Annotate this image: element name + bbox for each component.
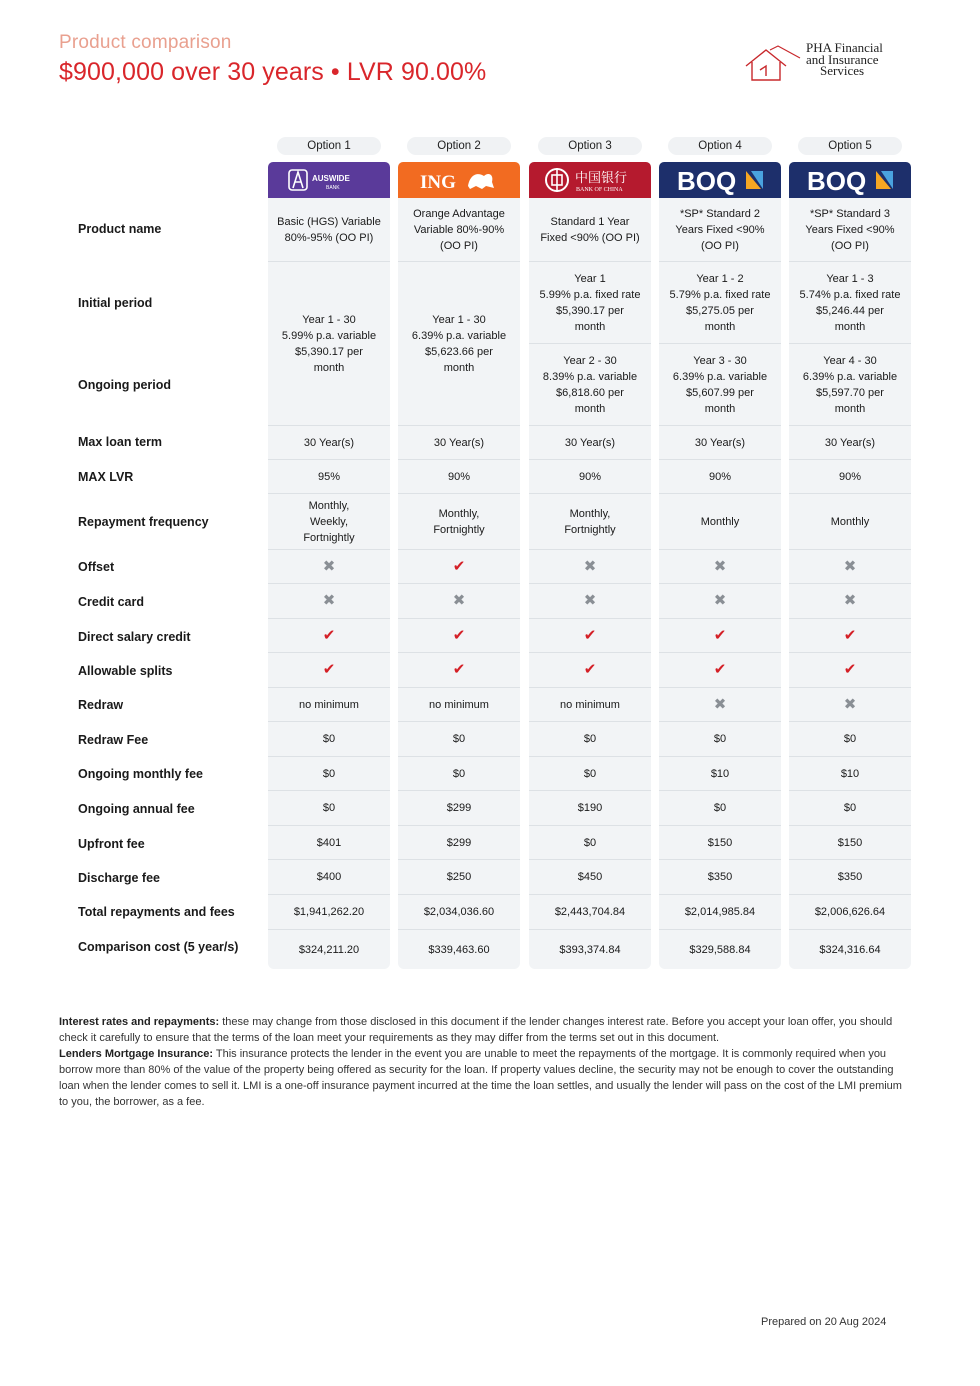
total-repayments-cell: [398, 895, 520, 930]
logo-text: BOQ: [677, 166, 737, 196]
option-body: [529, 198, 651, 969]
comparison-cost-value: $324,316.64: [819, 943, 881, 956]
label-offset: Offset: [78, 560, 115, 574]
disclaimer-notes: [59, 1014, 909, 1110]
label-discharge-fee: Discharge fee: [78, 871, 160, 885]
allowable-splits-cell: [789, 653, 911, 688]
credit-card-cell: [268, 584, 390, 619]
check-icon: ✔: [713, 661, 727, 678]
lender-logo: [268, 162, 390, 198]
comparison-cost-cell: [529, 930, 651, 969]
initial-period-cell: [529, 262, 651, 344]
max-lvr-value: 90%: [838, 470, 862, 483]
ongoing-monthly-fee-value: $10: [840, 767, 860, 780]
initial-period-line: month: [704, 320, 736, 333]
redraw-cell: [789, 688, 911, 722]
max-lvr-value: 90%: [578, 470, 602, 483]
discharge-fee-cell: [659, 860, 781, 895]
ongoing-monthly-fee-cell: [789, 757, 911, 791]
discharge-fee-value: $400: [316, 871, 342, 883]
ongoing-annual-fee-value: $299: [446, 802, 472, 814]
comparison-cost-value: $329,588.84: [689, 943, 751, 956]
repayment-frequency-value: Monthly, Fortnightly: [564, 507, 616, 536]
check-icon: ✔: [713, 626, 727, 644]
discharge-fee-value: $350: [837, 871, 863, 883]
option-label: Option 3: [538, 137, 642, 155]
initial-period-cell: [268, 262, 390, 426]
total-repayments-cell: [659, 895, 781, 930]
option-label: Option 5: [798, 137, 902, 155]
ongoing-period-line: month: [574, 402, 606, 415]
max-loan-term-value: 30 Year(s): [564, 436, 616, 449]
repayment-frequency-value: Monthly: [700, 515, 740, 528]
total-repayments-cell: [789, 895, 911, 930]
max-loan-term-value: 30 Year(s): [824, 436, 876, 449]
brand-logo: [744, 40, 924, 82]
ongoing-annual-fee-value: $190: [577, 802, 603, 814]
total-repayments-value: $1,941,262.20: [293, 906, 365, 918]
lender-logo: [789, 162, 911, 198]
ongoing-period-line: 8.39% p.a. variable: [542, 370, 638, 383]
redraw-fee-cell: [789, 722, 911, 757]
total-repayments-value: $2,034,036.60: [423, 906, 495, 918]
brand-name: [806, 42, 883, 77]
cross-icon: ✖: [713, 695, 727, 713]
total-repayments-value: $2,006,626.64: [814, 906, 886, 918]
initial-period-line: 6.39% p.a. variable: [411, 329, 507, 342]
credit-card-cell: [659, 584, 781, 619]
upfront-fee-value: $401: [316, 836, 342, 849]
redraw-fee-cell: [268, 722, 390, 757]
check-icon: ✔: [843, 626, 857, 644]
direct-salary-credit-cell: [789, 619, 911, 653]
label-ongoing-monthly-fee: Ongoing monthly fee: [78, 767, 203, 781]
logo-text: AUSWIDE: [312, 174, 350, 183]
ongoing-period-line: month: [704, 402, 736, 415]
cross-icon: ✖: [713, 557, 727, 575]
redraw-value: no minimum: [429, 698, 489, 711]
initial-period-line: Year 1 - 30: [432, 313, 486, 326]
label-upfront-fee: Upfront fee: [78, 837, 145, 851]
total-repayments-value: $2,443,704.84: [554, 906, 626, 918]
comparison-cost-value: $393,374.84: [559, 943, 621, 956]
repayment-frequency-value: Monthly, Weekly, Fortnightly: [303, 499, 355, 544]
cross-icon: ✖: [322, 592, 336, 609]
option-label: Option 4: [668, 137, 772, 155]
allowable-splits-cell: [529, 653, 651, 688]
product-name-value: *SP* Standard 3 Years Fixed <90% (OO PI): [805, 207, 895, 252]
ongoing-period-cell: [789, 344, 911, 426]
label-repayment-frequency: Repayment frequency: [78, 515, 209, 529]
check-icon: ✔: [583, 661, 597, 678]
ongoing-period-line: 6.39% p.a. variable: [672, 370, 768, 383]
check-icon: ✔: [843, 661, 857, 678]
page-subtitle: Product comparison: [59, 32, 232, 53]
check-icon: ✔: [322, 661, 336, 678]
upfront-fee-value: $0: [583, 836, 597, 849]
ongoing-monthly-fee-value: $0: [322, 767, 336, 780]
repayment-frequency-value: Monthly, Fortnightly: [433, 507, 485, 536]
ongoing-period-text: [543, 353, 637, 417]
initial-period-line: 5.74% p.a. fixed rate: [799, 288, 901, 301]
initial-period-text: [800, 271, 901, 335]
initial-period-line: 5.79% p.a. fixed rate: [669, 288, 771, 301]
label-redraw: Redraw: [78, 698, 124, 712]
product-name-value: Orange Advantage Variable 80%-90% (OO PI): [413, 207, 505, 252]
ongoing-annual-fee-value: $0: [713, 802, 727, 814]
label-ongoing-period: Ongoing period: [78, 378, 172, 392]
allowable-splits-cell: [268, 653, 390, 688]
discharge-fee-cell: [529, 860, 651, 895]
ongoing-period-line: $5,607.99 per: [686, 386, 754, 399]
upfront-fee-value: $150: [707, 836, 733, 849]
logo-sub: BANK OF CHINA: [576, 187, 623, 193]
max-loan-term-value: 30 Year(s): [303, 436, 355, 449]
ongoing-monthly-fee-cell: [529, 757, 651, 791]
ongoing-monthly-fee-cell: [398, 757, 520, 791]
ongoing-period-line: $5,597.70 per: [816, 386, 884, 399]
check-icon: ✔: [583, 626, 597, 644]
interest-note-title: Interest rates and repayments:: [59, 1016, 220, 1028]
redraw-cell: [659, 688, 781, 722]
label-comparison-cost: Comparison cost (5 year/s): [78, 940, 239, 954]
label-redraw-fee: Redraw Fee: [78, 733, 149, 747]
initial-period-line: 5.99% p.a. fixed rate: [539, 288, 641, 301]
ongoing-monthly-fee-value: $0: [452, 767, 466, 780]
cross-icon: ✖: [713, 592, 727, 609]
repayment-frequency-value: Monthly: [830, 515, 870, 528]
page-title: $900,000 over 30 years • LVR 90.00%: [59, 58, 487, 86]
total-repayments-value: $2,014,985.84: [684, 906, 756, 918]
comparison-cost-cell: [268, 930, 390, 969]
check-icon: ✔: [322, 626, 336, 644]
cross-icon: ✖: [583, 557, 597, 575]
check-icon: ✔: [452, 557, 466, 575]
initial-period-line: month: [574, 320, 606, 333]
total-repayments-cell: [268, 895, 390, 930]
logo-text: ING: [420, 172, 456, 193]
redraw-fee-value: $0: [843, 733, 857, 745]
product-name-value: Standard 1 Year Fixed <90% (OO PI): [540, 215, 640, 244]
upfront-fee-cell: [789, 826, 911, 860]
product-name-cell: [659, 198, 781, 262]
upfront-fee-value: $299: [446, 836, 472, 849]
cross-icon: ✖: [322, 557, 336, 575]
ongoing-annual-fee-cell: [529, 791, 651, 826]
house-logo-icon: [744, 44, 804, 84]
lmi-note-text: This insurance protects the lender in the event you are unable to meet the repayments of the mortgage. It is commonly required when you borrow more than 80% of the value of the property being offered as security for the loan. If property values decline, the security may not be enough to cover the outstanding loan when the lender comes to sell it. LMI is a one-off insurance payment incurred at the time the loan settles, and usually the lender will pass on the cost of the LMI premium to you, the borrower, as a fee.: [59, 1048, 902, 1108]
product-name-value: *SP* Standard 2 Years Fixed <90% (OO PI): [675, 207, 765, 252]
max-lvr-cell: [789, 460, 911, 494]
repayment-frequency-cell: [398, 494, 520, 550]
initial-period-line: Year 1 - 2: [696, 272, 744, 285]
ongoing-monthly-fee-cell: [268, 757, 390, 791]
brand-line-2: and Insurance: [806, 51, 879, 67]
cross-icon: ✖: [843, 557, 857, 575]
initial-period-line: Year 1 - 30: [302, 313, 356, 326]
option-body: [398, 198, 520, 969]
initial-period-line: 5.99% p.a. variable: [281, 329, 377, 342]
ongoing-annual-fee-value: $0: [843, 802, 857, 814]
interest-note-text: these may change from those disclosed in this document if the lender changes interest rate. Before you accept your loan offer, you should check it carefully to ensure that the terms of the loan meet your requirements as they may differ from the terms set out in this document.: [59, 1016, 893, 1044]
allowable-splits-cell: [659, 653, 781, 688]
initial-period-line: month: [834, 320, 866, 333]
ongoing-annual-fee-cell: [789, 791, 911, 826]
initial-period-line: $5,623.66 per: [425, 345, 493, 358]
label-ongoing-annual-fee: Ongoing annual fee: [78, 802, 195, 816]
ongoing-period-line: Year 2 - 30: [563, 354, 617, 367]
discharge-fee-cell: [789, 860, 911, 895]
initial-period-line: month: [313, 361, 345, 374]
option-label: Option 1: [277, 137, 381, 155]
label-total-repayments: Total repayments and fees: [78, 905, 235, 919]
label-allowable-splits: Allowable splits: [78, 664, 173, 678]
direct-salary-credit-cell: [529, 619, 651, 653]
max-loan-term-cell: [398, 426, 520, 460]
product-name-cell: [268, 198, 390, 262]
initial-period-line: $5,390.17 per: [556, 304, 624, 317]
offset-cell: [789, 550, 911, 584]
upfront-fee-cell: [659, 826, 781, 860]
cross-icon: ✖: [452, 592, 466, 609]
product-name-cell: [529, 198, 651, 262]
repayment-frequency-cell: [659, 494, 781, 550]
max-loan-term-cell: [789, 426, 911, 460]
brand-line-1: PHA Financial: [806, 40, 883, 55]
discharge-fee-value: $450: [577, 871, 603, 883]
max-lvr-cell: [659, 460, 781, 494]
initial-period-line: $5,390.17 per: [295, 345, 363, 358]
prepared-date: Prepared on 20 Aug 2024: [761, 1316, 887, 1328]
ongoing-monthly-fee-cell: [659, 757, 781, 791]
discharge-fee-cell: [398, 860, 520, 895]
discharge-fee-value: $250: [446, 871, 472, 883]
upfront-fee-cell: [268, 826, 390, 860]
initial-period-line: Year 1: [574, 272, 606, 285]
initial-period-line: Year 1 - 3: [826, 272, 874, 285]
option-body: [268, 198, 390, 969]
interest-note: [59, 1014, 909, 1046]
comparison-cost-cell: [659, 930, 781, 969]
product-name-cell: [789, 198, 911, 262]
repayment-frequency-cell: [789, 494, 911, 550]
redraw-fee-cell: [659, 722, 781, 757]
max-lvr-value: 90%: [708, 470, 732, 483]
ongoing-monthly-fee-value: $10: [710, 767, 730, 780]
product-name-cell: [398, 198, 520, 262]
initial-period-text: [540, 271, 641, 335]
lender-logo: [398, 162, 520, 198]
repayment-frequency-cell: [268, 494, 390, 550]
max-lvr-cell: [398, 460, 520, 494]
brand-line-3: Services: [820, 63, 865, 78]
ongoing-monthly-fee-value: $0: [583, 767, 597, 780]
offset-cell: [529, 550, 651, 584]
initial-period-cell: [789, 262, 911, 344]
ongoing-period-line: Year 4 - 30: [823, 354, 877, 367]
lmi-note-title: Lenders Mortgage Insurance:: [59, 1048, 214, 1060]
initial-period-line: $5,275.05 per: [686, 304, 754, 317]
ongoing-period-line: month: [834, 402, 866, 415]
max-loan-term-value: 30 Year(s): [433, 436, 485, 449]
total-repayments-cell: [529, 895, 651, 930]
redraw-cell: [529, 688, 651, 722]
redraw-fee-value: $0: [713, 733, 727, 745]
label-product-name: Product name: [78, 222, 162, 236]
logo-text: BOQ: [807, 166, 867, 196]
offset-cell: [268, 550, 390, 584]
option-label: Option 2: [407, 137, 511, 155]
lender-logo: [529, 162, 651, 198]
comparison-cost-cell: [398, 930, 520, 969]
ongoing-period-cell: [529, 344, 651, 426]
repayment-frequency-cell: [529, 494, 651, 550]
lender-logo: [659, 162, 781, 198]
product-name-value: Basic (HGS) Variable 80%-95% (OO PI): [277, 215, 381, 244]
comparison-cost-value: $324,211.20: [298, 943, 360, 956]
label-direct-salary-credit: Direct salary credit: [78, 630, 191, 644]
cross-icon: ✖: [583, 592, 597, 609]
ongoing-annual-fee-cell: [659, 791, 781, 826]
ongoing-period-line: 6.39% p.a. variable: [802, 370, 898, 383]
label-max-lvr: MAX LVR: [78, 470, 134, 484]
upfront-fee-cell: [398, 826, 520, 860]
initial-period-cell: [398, 262, 520, 426]
redraw-fee-value: $0: [322, 733, 336, 745]
credit-card-cell: [398, 584, 520, 619]
direct-salary-credit-cell: [659, 619, 781, 653]
lmi-note: [59, 1046, 909, 1110]
max-loan-term-cell: [268, 426, 390, 460]
max-lvr-cell: [268, 460, 390, 494]
ongoing-annual-fee-cell: [268, 791, 390, 826]
initial-period-text: [412, 312, 506, 376]
max-loan-term-cell: [529, 426, 651, 460]
cross-icon: ✖: [843, 592, 857, 609]
logo-text: 中国银行: [575, 171, 628, 186]
initial-period-line: $5,246.44 per: [816, 304, 884, 317]
redraw-fee-cell: [398, 722, 520, 757]
label-credit-card: Credit card: [78, 595, 144, 609]
redraw-fee-value: $0: [583, 733, 597, 745]
credit-card-cell: [789, 584, 911, 619]
direct-salary-credit-cell: [398, 619, 520, 653]
check-icon: ✔: [452, 626, 466, 644]
initial-period-text: [282, 312, 376, 376]
ongoing-annual-fee-cell: [398, 791, 520, 826]
redraw-fee-value: $0: [452, 733, 466, 745]
redraw-cell: [268, 688, 390, 722]
redraw-value: no minimum: [560, 698, 620, 711]
max-lvr-value: 90%: [447, 470, 471, 483]
check-icon: ✔: [452, 661, 466, 678]
allowable-splits-cell: [398, 653, 520, 688]
initial-period-text: [670, 271, 771, 335]
discharge-fee-cell: [268, 860, 390, 895]
option-body: [789, 198, 911, 969]
redraw-cell: [398, 688, 520, 722]
ongoing-period-text: [803, 353, 897, 417]
offset-cell: [398, 550, 520, 584]
ongoing-period-cell: [659, 344, 781, 426]
comparison-cost-cell: [789, 930, 911, 969]
discharge-fee-value: $350: [707, 871, 733, 883]
logo-sub: BANK: [326, 185, 340, 191]
label-initial-period: Initial period: [78, 296, 153, 310]
upfront-fee-cell: [529, 826, 651, 860]
cross-icon: ✖: [843, 695, 857, 713]
max-loan-term-cell: [659, 426, 781, 460]
offset-cell: [659, 550, 781, 584]
max-loan-term-value: 30 Year(s): [694, 436, 746, 449]
ongoing-period-line: Year 3 - 30: [693, 354, 747, 367]
direct-salary-credit-cell: [268, 619, 390, 653]
redraw-value: no minimum: [299, 698, 359, 711]
max-lvr-value: 95%: [317, 470, 341, 483]
ongoing-period-line: $6,818.60 per: [556, 386, 624, 399]
initial-period-line: month: [443, 361, 475, 374]
upfront-fee-value: $150: [837, 836, 863, 849]
label-max-loan-term: Max loan term: [78, 435, 163, 449]
option-body: [659, 198, 781, 969]
redraw-fee-cell: [529, 722, 651, 757]
max-lvr-cell: [529, 460, 651, 494]
ongoing-period-text: [673, 353, 767, 417]
initial-period-cell: [659, 262, 781, 344]
comparison-cost-value: $339,463.60: [428, 943, 490, 956]
credit-card-cell: [529, 584, 651, 619]
ongoing-annual-fee-value: $0: [322, 802, 336, 814]
